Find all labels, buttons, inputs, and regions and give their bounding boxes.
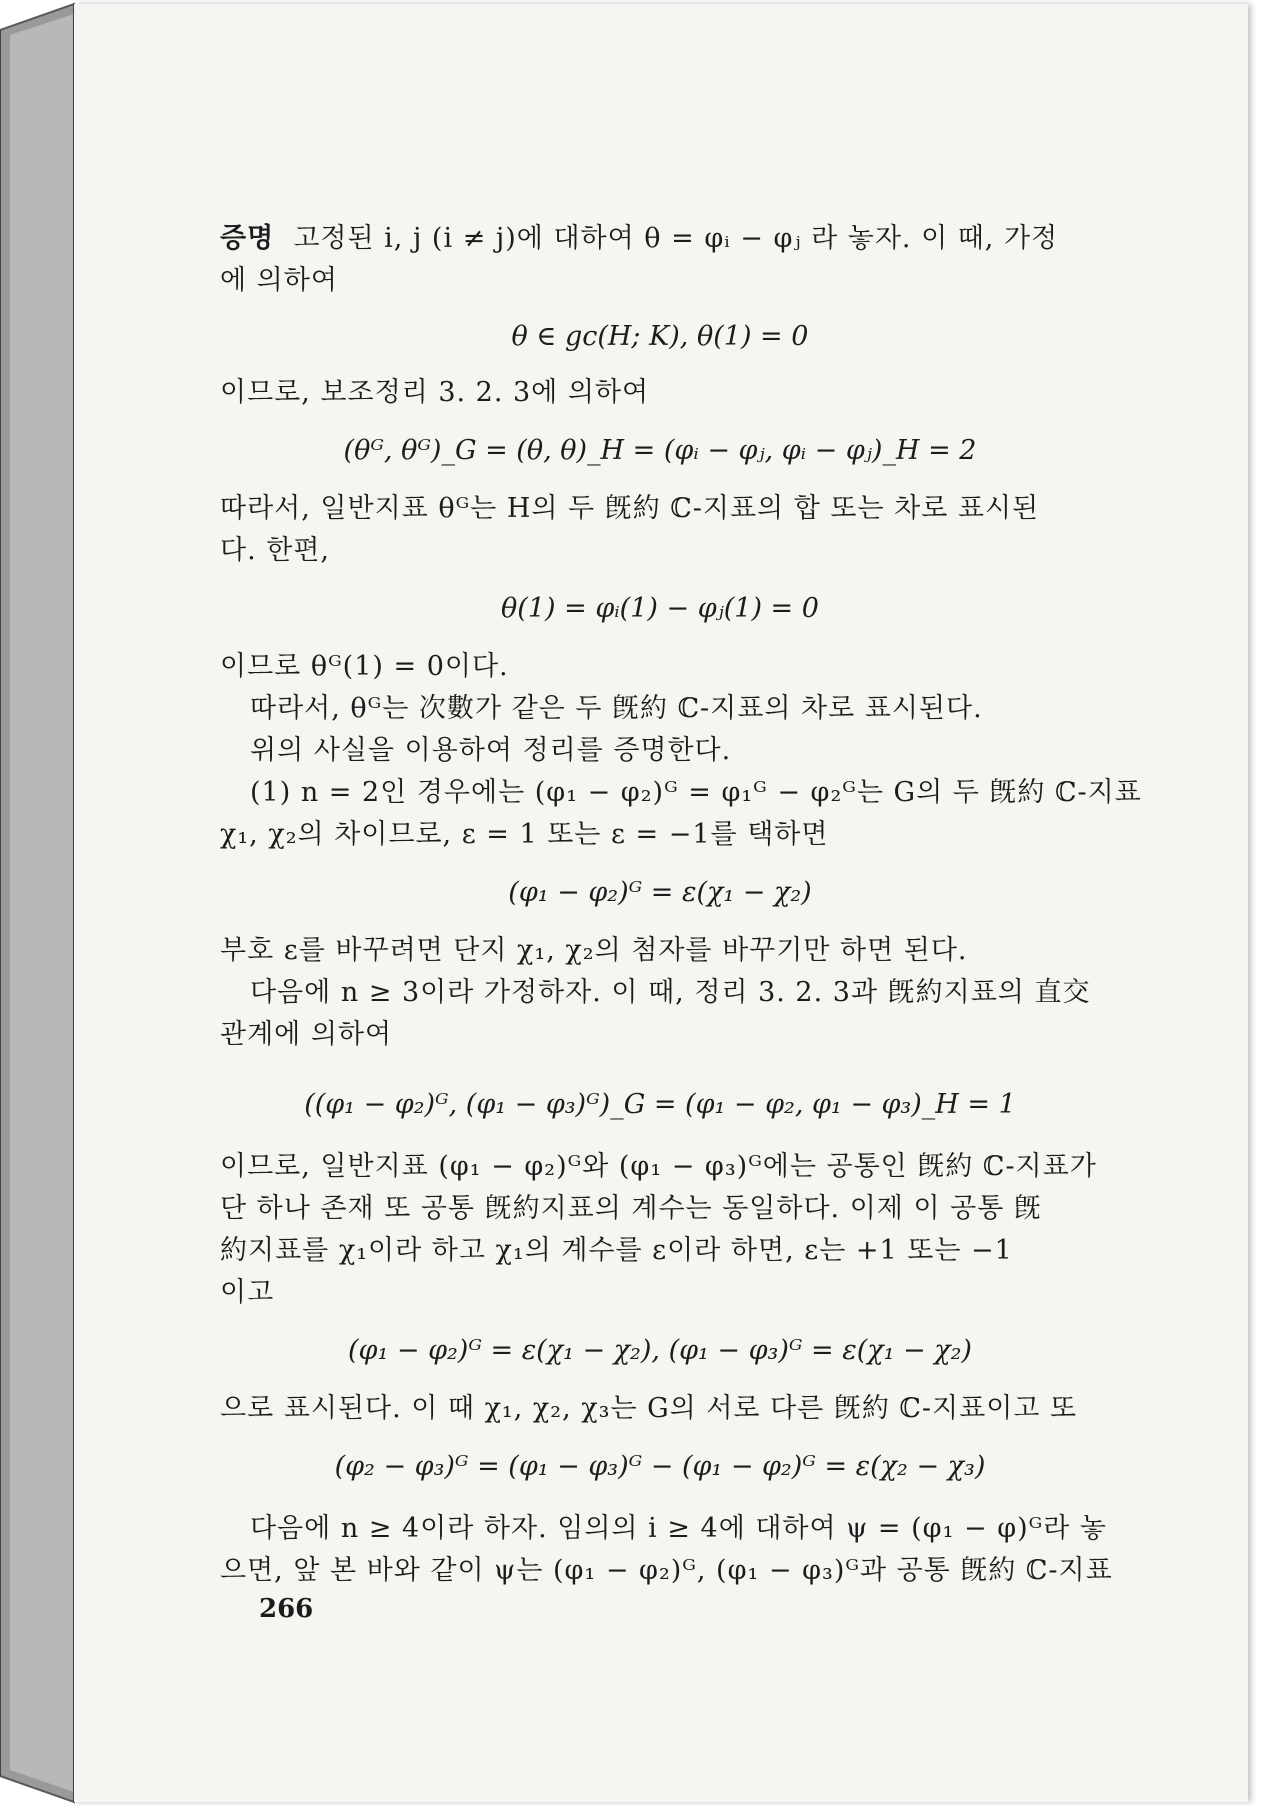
equation-6: (φ₁ − φ₂)ᴳ = ε(χ₁ − χ₂), (φ₁ − φ₃)ᴳ = ε(χ₁ − χ₂)	[348, 1335, 972, 1366]
text-line-6: 이므로 θᴳ(1) = 0이다.	[220, 651, 509, 682]
equation-5: ((φ₁ − φ₂)ᴳ, (φ₁ − φ₃)ᴳ)_G = (φ₁ − φ₂, φ₁ − φ₃)_H = 1	[304, 1089, 1016, 1120]
equation-3: θ(1) = φᵢ(1) − φⱼ(1) = 0	[501, 593, 819, 624]
equation-2: (θᴳ, θᴳ)_G = (θ, θ)_H = (φᵢ − φⱼ, φᵢ − φⱼ)_H = 2	[343, 435, 977, 466]
text-line-14: 이므로, 일반지표 (φ₁ − φ₂)ᴳ와 (φ₁ − φ₃)ᴳ에는 공통인 旣約 ℂ-지표가	[220, 1151, 1097, 1182]
page-number: 266	[259, 1594, 314, 1624]
text-line-5: 다. 한편,	[220, 535, 330, 566]
text-line-3: 이므로, 보조정리 3. 2. 3에 의하여	[220, 377, 650, 408]
equation-4: (φ₁ − φ₂)ᴳ = ε(χ₁ − χ₂)	[508, 877, 812, 908]
text-line-15: 단 하나 존재 또 공통 旣約지표의 계수는 동일하다. 이제 이 공통 旣	[220, 1193, 1042, 1224]
text-line-1: 증명 고정된 i, j (i ≠ j)에 대하여 θ = φᵢ − φⱼ 라 놓자. 이 때, 가정	[220, 223, 1059, 254]
proof-label: 증명	[220, 223, 275, 254]
text-line-2: 에 의하여	[220, 265, 338, 296]
text-line-16: 約지표를 χ₁이라 하고 χ₁의 계수를 ε이라 하면, ε는 +1 또는 −1	[220, 1235, 1013, 1266]
page-content	[220, 218, 1142, 1592]
text-line-11: 부호 ε를 바꾸려면 단지 χ₁, χ₂의 첨자를 바꾸기만 하면 된다.	[220, 935, 968, 966]
text-line-18: 으로 표시된다. 이 때 χ₁, χ₂, χ₃는 G의 서로 다른 旣約 ℂ-지표이고 또	[220, 1393, 1078, 1424]
equation-7: (φ₂ − φ₃)ᴳ = (φ₁ − φ₃)ᴳ − (φ₁ − φ₂)ᴳ = ε(χ₂ − χ₃)	[334, 1451, 986, 1482]
text-line-17: 이고	[220, 1277, 275, 1308]
text-line-13: 관계에 의하여	[220, 1019, 393, 1050]
text-line-9: (1) n = 2인 경우에는 (φ₁ − φ₂)ᴳ = φ₁ᴳ − φ₂ᴳ는 G의 두 旣約 ℂ-지표	[250, 777, 1142, 808]
text-line-20: 으면, 앞 본 바와 같이 ψ는 (φ₁ − φ₂)ᴳ, (φ₁ − φ₃)ᴳ과 공통 旣約 ℂ-지표	[220, 1555, 1113, 1586]
text-line-10: χ₁, χ₂의 차이므로, ε = 1 또는 ε = −1를 택하면	[220, 819, 829, 850]
equation-1: θ ∈ gc(H; K), θ(1) = 0	[511, 321, 809, 352]
text-line-12: 다음에 n ≥ 3이라 가정하자. 이 때, 정리 3. 2. 3과 旣約지표의 直交	[250, 977, 1091, 1008]
text-line-4: 따라서, 일반지표 θᴳ는 H의 두 旣約 ℂ-지표의 합 또는 차로 표시된	[220, 493, 1040, 524]
text-line-7: 따라서, θᴳ는 次數가 같은 두 旣約 ℂ-지표의 차로 표시된다.	[250, 693, 983, 724]
text-line-8: 위의 사실을 이용하여 정리를 증명한다.	[250, 735, 732, 766]
text-line-19: 다음에 n ≥ 4이라 하자. 임의의 i ≥ 4에 대하여 ψ = (φ₁ − φ)ᴳ라 놓	[250, 1513, 1107, 1544]
